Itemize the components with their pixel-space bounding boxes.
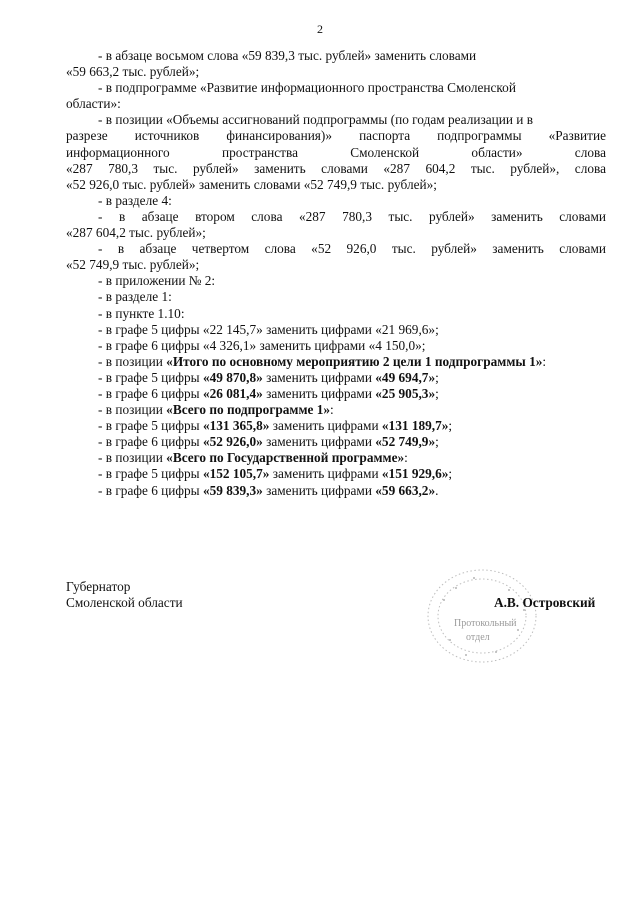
list-item: [66, 370, 606, 386]
item-bold-text: «131 189,7»: [381, 418, 449, 434]
item-bold-text: «131 365,8»: [202, 418, 270, 434]
item-text: - в графе 6 цифры: [98, 482, 203, 498]
item-text: - в графе 6 цифры: [98, 385, 203, 401]
item-text: ;: [435, 385, 439, 401]
item-bold-text: «Итого по основному мероприятию 2 цели 1 подпрограммы 1»: [166, 353, 543, 369]
item-text: - в позиции: [98, 353, 167, 369]
item-bold-text: «151 929,6»: [381, 466, 449, 482]
paragraph-line: «52 926,0 тыс. рублей» заменить словами «52 749,9 тыс. рублей»;: [66, 176, 437, 192]
page-number: 2: [317, 22, 323, 36]
signature-title: [66, 579, 183, 611]
item-text: - в позиции: [98, 450, 167, 466]
list-item: [66, 418, 606, 434]
item-text: заменить цифрами: [269, 466, 382, 482]
list-item: [66, 386, 606, 402]
paragraph-line: - в абзаце четвертом слова «52 926,0 тыс. рублей» заменить словами: [98, 241, 606, 257]
paragraph-line: - в абзаце восьмом слова «59 839,3 тыс. рублей» заменить словами: [98, 48, 477, 63]
list-item: - в разделе 1:: [98, 289, 172, 305]
stamp-text: отдел: [466, 632, 490, 643]
paragraph-line: области»:: [66, 96, 121, 112]
paragraph-line: - в позиции «Объемы ассигнований подпрограммы (по годам реализации и в: [98, 112, 533, 128]
item-text: ;: [435, 434, 439, 450]
item-text: - в графе 5 цифры: [98, 369, 203, 385]
item-text: - в позиции: [98, 402, 167, 418]
list-item: [66, 354, 606, 370]
document-body: [66, 48, 606, 499]
list-item: [66, 466, 606, 482]
signature-title-line: Губернатор: [66, 579, 131, 594]
list-item: [66, 450, 606, 466]
item-bold-text: «Всего по Государственной программе»: [166, 450, 405, 466]
list-item: [66, 402, 606, 418]
paragraph-line: «52 749,9 тыс. рублей»;: [66, 257, 200, 273]
signature-title-line: Смоленской области: [66, 595, 183, 610]
paragraph-line: - в абзаце втором слова «287 780,3 тыс. рублей» заменить словами: [98, 208, 606, 224]
item-bold-text: «59 839,3»: [202, 482, 263, 498]
list-item: [66, 434, 606, 450]
item-text: заменить цифрами: [262, 434, 376, 450]
list-item: - в разделе 4:: [98, 192, 172, 208]
item-bold-text: «49 870,8»: [202, 369, 263, 385]
item-bold-text: «49 694,7»: [375, 369, 436, 385]
item-text: :: [542, 353, 547, 369]
item-text: заменить цифрами: [262, 385, 376, 401]
item-text: ;: [435, 369, 439, 385]
paragraph-line: разрезе источников финансирования)» паспорта подпрограммы «Развитие: [66, 128, 606, 144]
paragraph-line: информационного пространства Смоленской области» слова: [66, 144, 606, 160]
list-item: - в графе 6 цифры «4 326,1» заменить цифрами «4 150,0»;: [98, 337, 426, 353]
item-bold-text: «59 663,2»: [375, 482, 436, 498]
item-bold-text: «152 105,7»: [202, 466, 270, 482]
item-text: - в графе 5 цифры: [98, 418, 203, 434]
signatory-name: А.В. Островский: [494, 595, 596, 610]
item-text: заменить цифрами: [262, 482, 376, 498]
item-bold-text: «52 926,0»: [202, 434, 263, 450]
item-bold-text: «26 081,4»: [202, 385, 263, 401]
official-stamp: [414, 560, 544, 670]
paragraph-line: - в подпрограмме «Развитие информационного пространства Смоленской: [98, 80, 516, 96]
item-text: - в графе 6 цифры: [98, 434, 203, 450]
list-item: - в приложении № 2:: [98, 273, 216, 289]
item-text: :: [330, 402, 334, 418]
list-item: [66, 483, 606, 499]
paragraph-line: «59 663,2 тыс. рублей»;: [66, 64, 200, 80]
paragraph-line: «287 780,3 тыс. рублей» заменить словами «287 604,2 тыс. рублей», слова: [66, 160, 606, 176]
item-bold-text: «25 905,3»: [375, 385, 436, 401]
item-text: - в графе 5 цифры: [98, 466, 203, 482]
list-item: - в графе 5 цифры «22 145,7» заменить цифрами «21 969,6»;: [98, 321, 439, 337]
item-text: заменить цифрами: [269, 418, 382, 434]
paragraph-line: «287 604,2 тыс. рублей»;: [66, 225, 206, 241]
list-item: - в пункте 1.10:: [98, 305, 185, 321]
item-text: :: [404, 450, 408, 466]
item-text: ;: [448, 418, 453, 434]
stamp-text: Протокольный: [454, 618, 517, 629]
item-text: заменить цифрами: [262, 369, 376, 385]
item-bold-text: «52 749,9»: [375, 434, 436, 450]
item-text: ;: [448, 466, 453, 482]
item-bold-text: «Всего по подпрограмме 1»: [166, 402, 331, 418]
item-text: .: [435, 482, 439, 498]
